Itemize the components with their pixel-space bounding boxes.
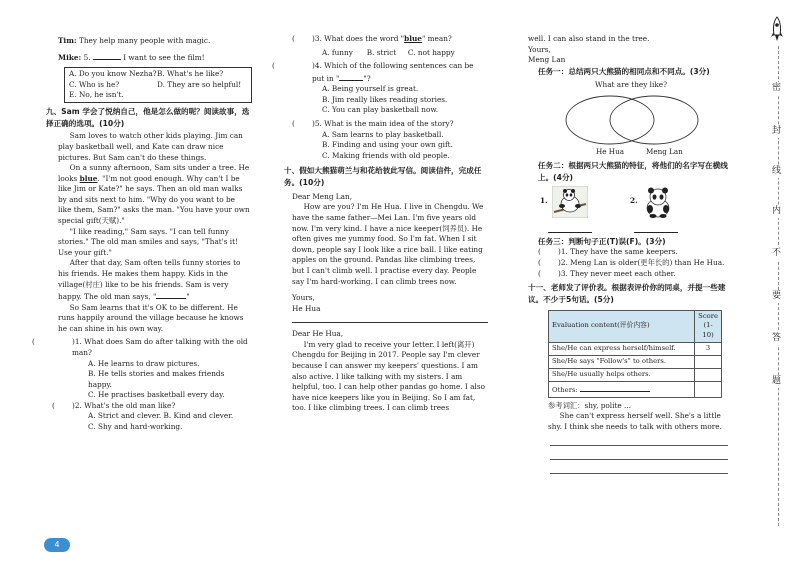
column-1: Tim: They help many people with magic. Mike: 5. I want to see the film! A. Do you know Nezha? B. What's he like? C. Who is he? D. They are so helpful! E. No, he isn't. 九、Sam 学会了悦纳自己，他是怎么做的呢？阅读故事，选择正确的选项。(10分) Sam loves to watch other kids playing. Jim can play basketball well, and Kate can draw nice pictures. But Sam can't do these things. On a sunny afternoon, Sam sits under a tree. He looks blue. "I'm not good enough. Why can't I be like Jim or Kate?" he says. Then an old man walks by and sits next to him. "Why do you want to be like them, Sam?" asks the man. "You have your own special gift(天赋)." "I like reading," Sam says. "I can tell funny stories." The old man smiles and says, "That's it! Use your gift." After that day, Sam often tells funny stories to his friends. He makes them happy. Kids in the village(村庄) like to be his friends. Sam is very happy. The old man says, " " So Sam learns that it's OK to be different. He runs happily around the village because he knows he can shine in his own way. ( )1. What does Sam do after talking with the old man? A. He learns to draw pictures. B. He tells stories and makes friends happy. C. He practises basketball every day. ( )2. What's the old man like? A. Strict and clever. B. Kind and clever. C. Shy and hard-working.	[58, 34, 250, 433]
question-2: ( )2. What's the old man like?	[52, 400, 176, 410]
answer-line[interactable]	[550, 446, 728, 460]
letter-2-closing: Yours,	[528, 44, 551, 54]
letter-1-closing: Yours,	[292, 293, 315, 303]
story-paragraph: On a sunny afternoon, Sam sits under a tree. He looks blue. "I'm not good enough. Why can't I be like Jim or Kate?" he says. Then an old man walks by and sits next to him. "Why do you want to be like them, Sam?" asks the man. "You have your own special gift(天赋)."	[58, 163, 250, 226]
tf-question-2: ( )2. Meng Lan is older(更年长的) than He Hua.	[538, 257, 725, 267]
answer-paren[interactable]: (	[52, 400, 55, 410]
answer-paren[interactable]: (	[538, 268, 541, 278]
dialog-speaker-mike: Mike:	[58, 52, 82, 62]
answer-line[interactable]	[550, 432, 728, 446]
table-row: She/He usually helps others.	[549, 368, 722, 381]
letter-1-greeting: Dear Meng Lan,	[292, 191, 353, 201]
name-blank-1[interactable]	[548, 224, 592, 233]
tf-question-3: ( )3. They never meet each other.	[538, 268, 676, 278]
tf-question-1: ( )1. They have the same keepers.	[538, 247, 678, 257]
rocket-icon	[770, 16, 784, 42]
table-header-content: Evaluation content(评价内容)	[549, 310, 695, 343]
answer-paren[interactable]: (	[272, 61, 275, 71]
panda-pictures: 1. 2.	[528, 186, 734, 232]
table-row: Others:	[549, 381, 722, 397]
table-row: She/He can express herself/himself. 3	[549, 343, 722, 356]
section-title-9: 九、Sam 学会了悦纳自己，他是怎么做的呢？阅读故事，选择正确的选项。(10分)	[46, 106, 250, 128]
panda-in-tree-image	[552, 186, 588, 218]
section-title-10: 十、假如大熊猫萌兰与和花给彼此写信。阅读信件，完成任务。(10分)	[284, 166, 482, 188]
margin-char: 答	[772, 332, 781, 345]
question-1: ( )1. What does Sam do after talking with the old man?	[32, 337, 248, 357]
margin-char: 不	[772, 247, 781, 260]
dialog-line-mike: I want to see the film!	[123, 52, 205, 62]
binding-margin	[750, 0, 800, 566]
answer-paren[interactable]: (	[538, 247, 541, 257]
column-2: ( )3. What does the word "blue" mean? A. funny B. strict C. not happy ( )4. Which of the following sentences can be put in " "? A. Being yourself is great. B. Jim really likes reading stories. C. You can play basketball now. ( )5. What is the main idea of the story? A. Sam learns to play basketball. B. Finding and using your own gift. C. Making friends with old people. 十、假如大熊猫萌兰与和花给彼此写信。阅读信件，完成任务。(10分) Dear Meng Lan, How are you? I'm He Hua. I live in Chengdu. We have the same father—Mei Lan. I'm five years old now. I'm very kind. I have a nice keeper(饲养员). He often gives me yummy food. So I'm fat. When I sit down, people say I look like a rice ball. I like eating apples on the ground. Pandas like climbing trees, but I can't climb well. I practise every day. People say I'm hard-working. I can climb trees now. Yours, He Hua Dear He Hua, I'm very glad to receive your letter. I left(离开) Chengdu for Beijing in 2017. People say I'm clever because I can answer my keepers' questions. I am also active. I like talking with my sisters. I am helpful, too. I can help other pandas go home. I also have nice keepers like you in Beijing. So I am fat, too. I like climbing trees. I can climb trees	[292, 34, 488, 414]
options-box: A. Do you know Nezha? B. What's he like? C. Who is he? D. They are so helpful! E. No, he isn't.	[64, 67, 252, 103]
story-blank[interactable]	[156, 290, 186, 299]
answer-line[interactable]	[550, 460, 728, 474]
venn-diagram	[528, 90, 734, 158]
margin-char: 题	[772, 375, 781, 388]
dialog-speaker-tim: Tim:	[58, 36, 77, 45]
margin-char: 密	[772, 82, 781, 95]
task-1-title: 任务一：总结两只大熊猫的相同点和不同点。(3分)	[538, 66, 710, 76]
answer-paren[interactable]: (	[292, 119, 295, 129]
name-blank-2[interactable]	[634, 224, 678, 233]
answer-blank[interactable]	[93, 51, 121, 60]
margin-char: 内	[772, 205, 781, 218]
venn-label-he-hua: He Hua	[596, 147, 624, 157]
venn-label-meng-lan: Meng Lan	[646, 147, 683, 157]
dialog-line-tim: They help many people with magic.	[78, 36, 211, 45]
vocab-hint: 参考词汇：shy, polite ...	[548, 400, 631, 410]
answer-paren[interactable]: (	[538, 257, 541, 267]
margin-char: 线	[772, 165, 781, 178]
answer-paren[interactable]: (	[292, 34, 295, 43]
question-3-options: A. funny B. strict C. not happy	[322, 47, 455, 57]
story-paragraph: "I like reading," Sam says. "I can tell funny stories." The old man smiles and says, "That's it! Use your gift."	[58, 226, 238, 257]
task-2-title: 任务二：根据两只大熊猫的特征，将他们的名字写在横线上。(4分)	[538, 161, 728, 182]
letter-2-signature: Meng Lan	[528, 55, 566, 65]
story-paragraph: Sam loves to watch other kids playing. Jim can play basketball well, and Kate can draw nice pictures. But Sam can't do these things.	[58, 131, 243, 162]
story-paragraph: So Sam learns that it's OK to be different. He runs happily around the village because he knows he can shine in his own way.	[58, 302, 244, 333]
question-4: ( )4. Which of the following sentences can be put in " "?	[272, 61, 474, 83]
letter-1-signature: He Hua	[292, 303, 321, 313]
question-5: ( )5. What is the main idea of the story?	[292, 119, 454, 129]
table-row: She/He says "Follow's" to others.	[549, 356, 722, 369]
story-paragraph: After that day, Sam often tells funny stories to his friends. He makes them happy. Kids in the village(村庄) like to be his friends. Sam is very happy. The old man says, " "	[58, 258, 241, 302]
sample-answer: She can't express herself well. She's a little shy. I think she needs to talk with others more.	[548, 411, 722, 431]
letter-divider	[292, 322, 488, 323]
sitting-panda-image	[642, 186, 674, 218]
margin-char: 要	[772, 290, 781, 303]
table-header-score: Score (1-10)	[695, 310, 722, 343]
column-3	[528, 34, 734, 474]
venn-title: What are they like?	[595, 79, 667, 89]
evaluation-table	[548, 310, 722, 398]
dashed-cut-line	[778, 46, 779, 526]
margin-char: 封	[772, 125, 781, 138]
answer-paren[interactable]: (	[32, 337, 35, 347]
letter-2-body-end: well. I can also stand in the tree.	[528, 34, 650, 43]
page-number-badge: 4	[44, 538, 70, 552]
question-3: ( )3. What does the word "blue" mean?	[292, 34, 452, 43]
letter-2-greeting: Dear He Hua,	[292, 329, 344, 339]
task-3-title: 任务三：判断句子正(T)误(F)。(3分)	[538, 236, 666, 246]
letter-2-body: I'm very glad to receive your letter. I left(离开) Chengdu for Beijing in 2017. People say I'm clever because I can answer my keepers' questions. I am also active. I like talking with my sisters. I am helpful, too. I can help other pandas go home. I also have nice keepers like you in Beijing. So I am fat, too. I like climbing trees. I can climb trees	[292, 339, 485, 413]
section-title-11: 十一、老师发了评价表。根据表评价你的同桌，并提一些建议。不少于5句话。(5分)	[528, 283, 726, 304]
letter-1-body: How are you? I'm He Hua. I live in Chengdu. We have the same father—Mei Lan. I'm five years old now. I'm very kind. I have a nice keeper(饲养员). He often gives me yummy food. So I'm fat. When I sit down, people say I look like a rice ball. I like eating apples on the ground. Pandas like climbing trees, but I can't climb well. I practise every day. People say I'm hard-working. I can climb trees now.	[292, 202, 484, 286]
